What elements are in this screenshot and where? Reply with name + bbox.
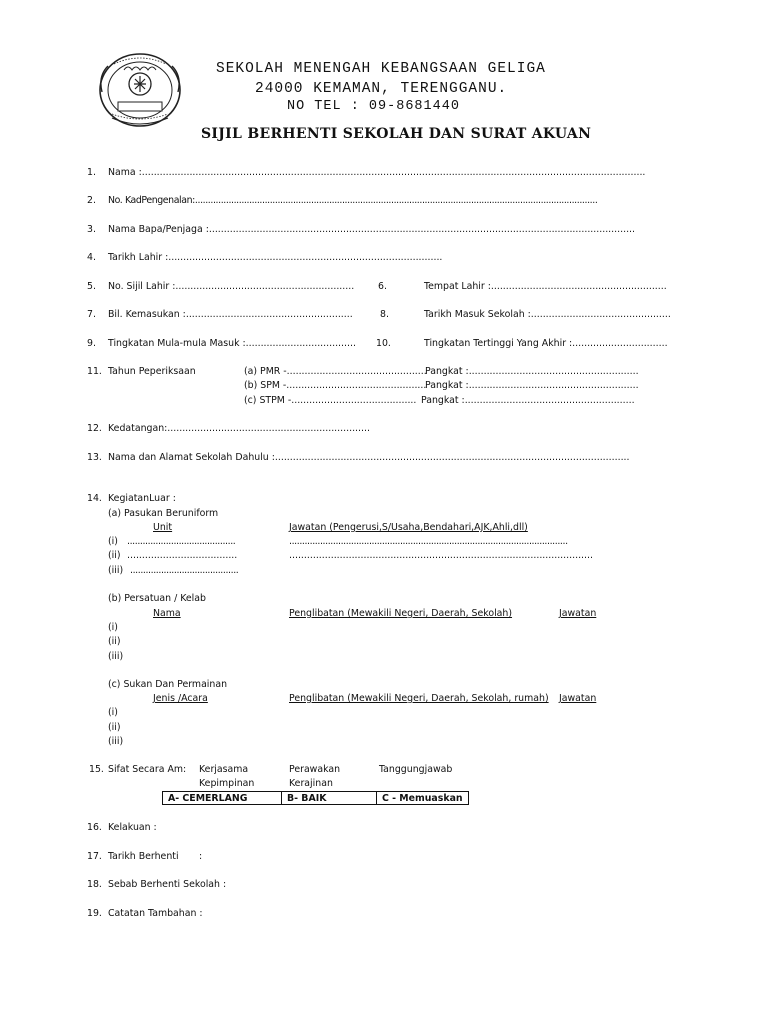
- row-number: (i): [108, 536, 118, 547]
- row-number: (i): [108, 707, 118, 718]
- trait-tanggungjawab: Tanggungjawab: [379, 764, 453, 775]
- field-tarikh-lahir[interactable]: Tarikh Lahir :............................................................................................: [108, 252, 443, 263]
- field-spm[interactable]: (b) SPM -...............................................: [244, 380, 427, 391]
- grade-c-memuaskan: C - Memuaskan: [377, 792, 469, 805]
- column-jawatan: Jawatan: [559, 608, 597, 619]
- item-number: 8.: [380, 309, 389, 320]
- field-tingkatan-masuk[interactable]: Tingkatan Mula-mula Masuk :.....................................: [108, 338, 356, 349]
- row-number: (iii): [108, 565, 124, 576]
- field-stpm[interactable]: (c) STPM -..........................................: [244, 395, 417, 406]
- column-jawatan: Jawatan: [559, 693, 597, 704]
- field-sekolah-dahulu[interactable]: Nama dan Alamat Sekolah Dahulu :.......................................................................................................................: [108, 452, 630, 463]
- item-number: 13.: [87, 452, 102, 463]
- section-persatuan-kelab: (b) Persatuan / Kelab: [108, 593, 206, 604]
- column-jawatan: Jawatan (Pengerusi,S/Usaha,Bendahari,AJK,Ahli,dll): [289, 522, 528, 533]
- page-title: SIJIL BERHENTI SEKOLAH DAN SURAT AKUAN: [201, 126, 592, 142]
- field-nama-bapa[interactable]: Nama Bapa/Penjaga :...............................................................................................................................................: [108, 224, 636, 235]
- label-tahun-peperiksaan: Tahun Peperiksaan: [108, 366, 196, 377]
- item-number: 15.: [89, 764, 104, 775]
- field-unit-2[interactable]: .....................................: [127, 550, 238, 561]
- column-penglibatan: Penglibatan (Mewakili Negeri, Daerah, Sekolah): [289, 608, 513, 619]
- column-jenis-acara: Jenis /Acara: [153, 693, 208, 704]
- field-tempat-lahir[interactable]: Tempat Lahir :...........................................................: [424, 281, 667, 292]
- field-unit-3[interactable]: ..........................................: [130, 565, 239, 576]
- item-number: 4.: [87, 252, 96, 263]
- school-name: SEKOLAH MENENGAH KEBANGSAAN GELIGA: [216, 61, 546, 77]
- field-pmr[interactable]: (a) PMR -...............................................: [244, 366, 427, 377]
- field-pmr-pangkat[interactable]: Pangkat :.........................................................: [425, 366, 639, 377]
- field-sebab-berhenti[interactable]: Sebab Berhenti Sekolah :: [108, 879, 227, 890]
- field-kelakuan[interactable]: Kelakuan :: [108, 822, 157, 833]
- field-jawatan-1[interactable]: ............................................................................................................: [289, 536, 568, 547]
- trait-kepimpinan: Kepimpinan: [199, 778, 255, 789]
- field-tarikh-berhenti[interactable]: Tarikh Berhenti: [108, 851, 179, 862]
- field-jawatan-2[interactable]: ......................................................................................................: [289, 550, 593, 561]
- row-number: (ii): [108, 636, 121, 647]
- item-number: 5.: [87, 281, 96, 292]
- item-number: 16.: [87, 822, 102, 833]
- row-number: (ii): [108, 722, 121, 733]
- trait-kerajinan: Kerajinan: [289, 778, 333, 789]
- field-stpm-pangkat[interactable]: Pangkat :.........................................................: [421, 395, 635, 406]
- school-logo: [98, 52, 182, 128]
- column-nama: Nama: [153, 608, 181, 619]
- section-pasukan-beruniform: (a) Pasukan Beruniform: [108, 508, 219, 519]
- grade-a-cemerlang: A- CEMERLANG: [163, 792, 282, 805]
- field-colon: :: [199, 851, 203, 862]
- item-number: 6.: [378, 281, 387, 292]
- field-bil-kemasukan[interactable]: Bil. Kemasukan :........................................................: [108, 309, 353, 320]
- field-nama[interactable]: Nama :.........................................................................................................................................................................: [108, 167, 646, 178]
- item-number: 3.: [87, 224, 96, 235]
- trait-perawakan: Perawakan: [289, 764, 341, 775]
- item-number: 14.: [87, 493, 102, 504]
- field-spm-pangkat[interactable]: Pangkat :.........................................................: [425, 380, 639, 391]
- field-catatan-tambahan[interactable]: Catatan Tambahan :: [108, 908, 203, 919]
- row-number: (iii): [108, 651, 124, 662]
- item-number: 18.: [87, 879, 102, 890]
- item-number: 19.: [87, 908, 102, 919]
- grade-b-baik: B- BAIK: [282, 792, 377, 805]
- row-number: (iii): [108, 736, 124, 747]
- field-kad-pengenalan[interactable]: No. KadPengenalan:............................................................................................................................................................: [108, 195, 598, 206]
- label-kegiatan-luar: KegiatanLuar :: [108, 493, 176, 504]
- trait-kerjasama: Kerjasama: [199, 764, 249, 775]
- item-number: 11.: [87, 366, 102, 377]
- item-number: 17.: [87, 851, 102, 862]
- school-phone: NO TEL : 09-8681440: [287, 99, 460, 114]
- field-unit-1[interactable]: ..........................................: [127, 536, 236, 547]
- item-number: 10.: [376, 338, 391, 349]
- field-tarikh-masuk[interactable]: Tarikh Masuk Sekolah :...............................................: [424, 309, 671, 320]
- school-address: 24000 KEMAMAN, TERENGGANU.: [255, 81, 508, 97]
- item-number: 2.: [87, 195, 96, 206]
- row-number: (i): [108, 622, 118, 633]
- item-number: 9.: [87, 338, 96, 349]
- item-number: 12.: [87, 423, 102, 434]
- column-unit: Unit: [153, 522, 173, 533]
- field-kedatangan[interactable]: Kedatangan:....................................................................: [108, 423, 370, 434]
- label-sifat-secara-am: Sifat Secara Am:: [108, 764, 187, 775]
- grade-legend-table: [162, 791, 469, 805]
- item-number: 7.: [87, 309, 96, 320]
- field-tingkatan-akhir[interactable]: Tingkatan Tertinggi Yang Akhir :................................: [424, 338, 668, 349]
- item-number: 1.: [87, 167, 96, 178]
- field-sijil-lahir[interactable]: No. Sijil Lahir :............................................................: [108, 281, 355, 292]
- column-penglibatan: Penglibatan (Mewakili Negeri, Daerah, Sekolah, rumah): [289, 693, 549, 704]
- school-crest-icon: [98, 52, 182, 128]
- section-sukan-permainan: (c) Sukan Dan Permainan: [108, 679, 228, 690]
- row-number: (ii): [108, 550, 121, 561]
